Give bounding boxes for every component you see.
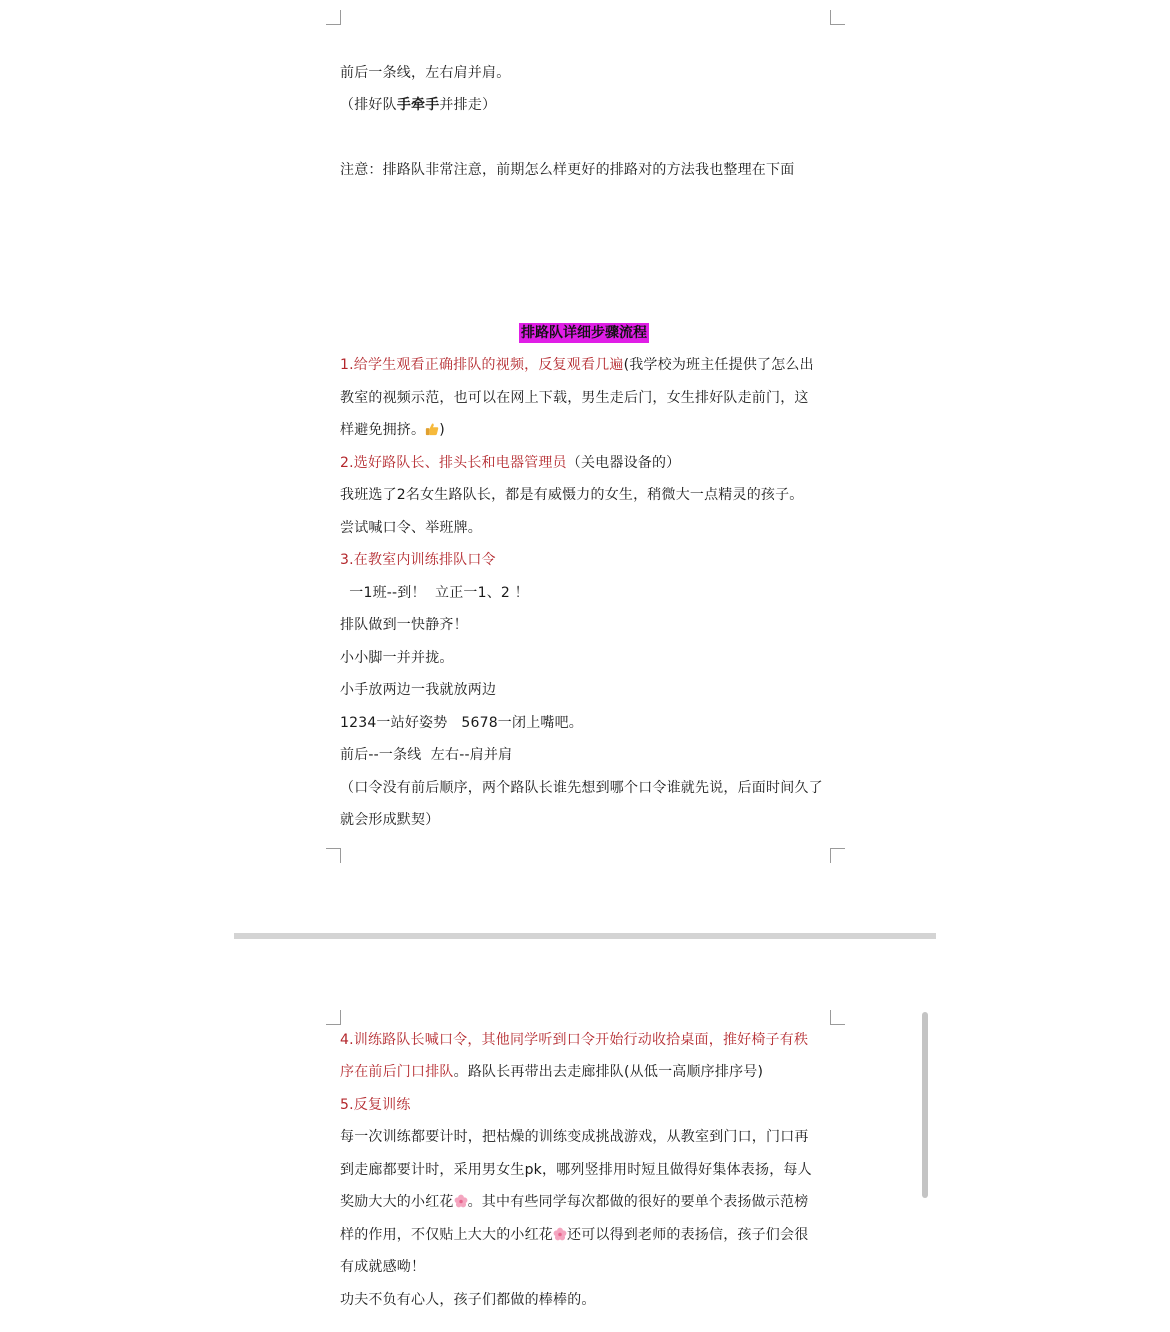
flower-icon xyxy=(454,1194,468,1208)
page-corner-mark xyxy=(830,10,845,25)
paragraph: （排好队手牵手并排走） xyxy=(340,97,497,113)
paragraph: 就会形成默契） xyxy=(340,812,440,828)
command-line: 前后--一条线 左右--肩并肩 xyxy=(340,747,513,763)
vertical-scrollbar[interactable] xyxy=(922,1012,928,1198)
page-corner-mark xyxy=(326,1010,341,1025)
page-corner-mark xyxy=(326,10,341,25)
paragraph: 到走廊都要计时，采用男女生pk，哪列竖排用时短且做得好集体表扬，每人 xyxy=(340,1162,812,1178)
section-title: 排路队详细步骤流程 xyxy=(521,325,647,341)
command-line: 1234一站好姿势 5678一闭上嘴吧。 xyxy=(340,715,584,731)
paragraph: （口令没有前后顺序，两个路队长谁先想到哪个口令谁就先说，后面时间久了 xyxy=(340,780,823,796)
step-1-line: 样避免拥挤。 ) xyxy=(340,422,445,438)
paragraph: 样的作用，不仅贴上大大的小红花 还可以得到老师的表扬信，孩子们会很 xyxy=(340,1227,809,1243)
page-divider xyxy=(234,933,936,939)
command-line: 小手放两边一我就放两边 xyxy=(340,682,497,698)
thumbs-up-icon xyxy=(425,422,439,436)
step-4-line: 4.训练路队长喊口令，其他同学听到口令开始行动收拾桌面，推好椅子有秩 xyxy=(340,1032,809,1048)
step-3-heading: 3.在教室内训练排队口令 xyxy=(340,552,496,568)
paragraph: 有成就感呦！ xyxy=(340,1259,426,1275)
command-line: 小小脚一并并拢。 xyxy=(340,650,454,666)
step-1-line: 1.给学生观看正确排队的视频，反复观看几遍(我学校为班主任提供了怎么出 xyxy=(340,357,814,373)
paragraph: 我班选了2名女生路队长，都是有威慑力的女生，稍微大一点精灵的孩子。 xyxy=(340,487,804,503)
note-paragraph: 注意：排路队非常注意，前期怎么样更好的排路对的方法我也整理在下面 xyxy=(340,162,795,178)
page-corner-mark xyxy=(326,848,341,863)
step-1-line: 教室的视频示范，也可以在网上下载，男生走后门，女生排好队走前门，这 xyxy=(340,390,809,406)
paragraph: 前后一条线，左右肩并肩。 xyxy=(340,65,511,81)
page-corner-mark xyxy=(830,848,845,863)
paragraph: 尝试喊口令、举班牌。 xyxy=(340,520,482,536)
command-line: 一1班--到！ 立正一1、2 ！ xyxy=(340,585,529,601)
step-2-line: 2.选好路队长、排头长和电器管理员（关电器设备的） xyxy=(340,455,681,471)
command-line: 排队做到一快静齐！ xyxy=(340,617,468,633)
paragraph: 每一次训练都要计时，把枯燥的训练变成挑战游戏，从教室到门口，门口再 xyxy=(340,1129,809,1145)
page-corner-mark xyxy=(830,1010,845,1025)
step-5-heading: 5.反复训练 xyxy=(340,1097,411,1113)
paragraph: 功夫不负有心人，孩子们都做的棒棒的。 xyxy=(340,1292,596,1308)
flower-icon xyxy=(553,1227,567,1241)
paragraph: 奖励大大的小红花 。其中有些同学每次都做的很好的要单个表扬做示范榜 xyxy=(340,1194,809,1210)
step-4-line: 序在前后门口排队。路队长再带出去走廊排队(从低一高顺序排序号) xyxy=(340,1064,764,1080)
